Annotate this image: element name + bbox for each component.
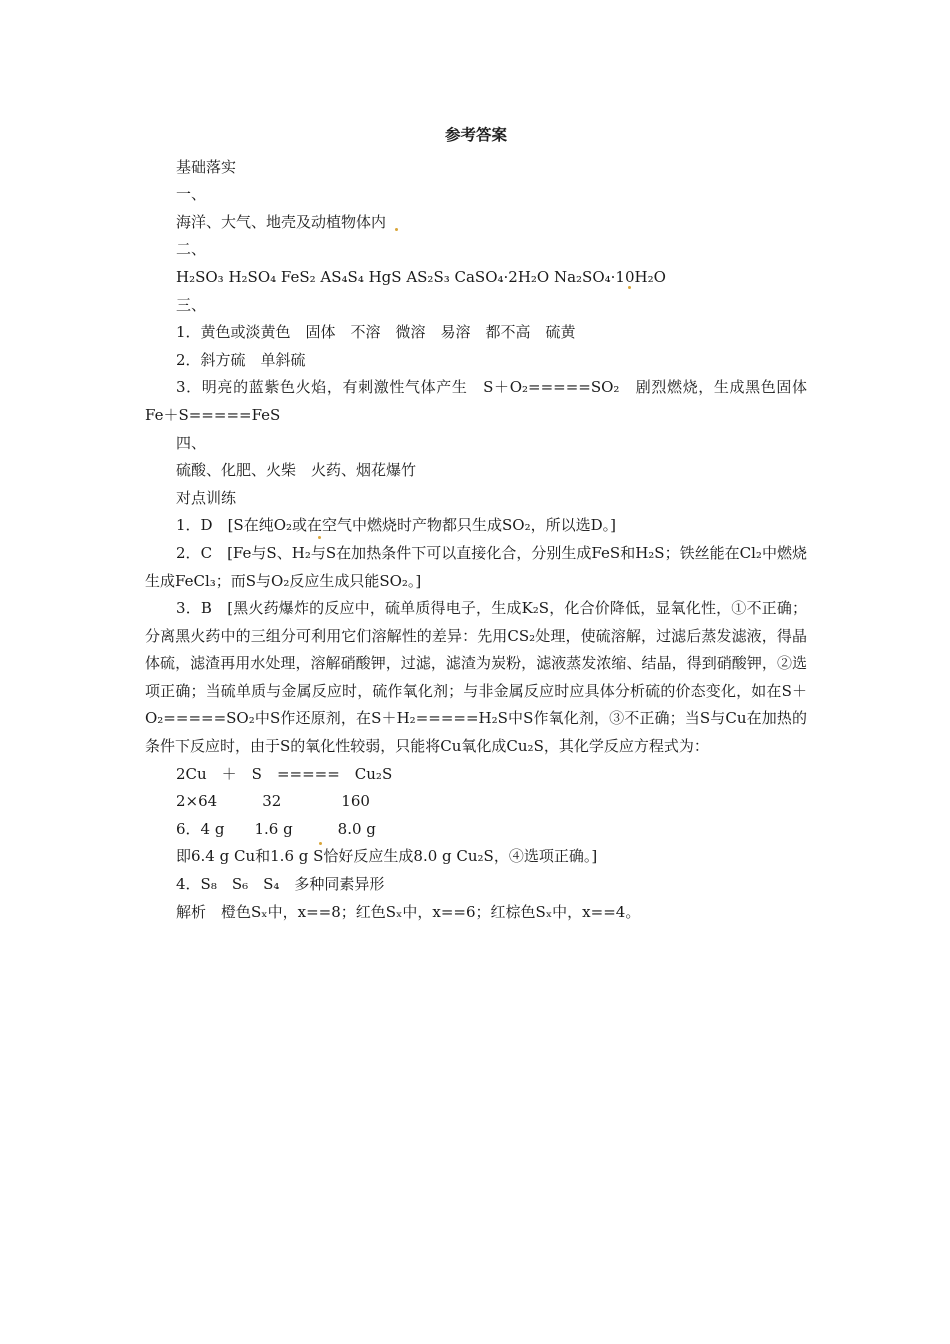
- list-item: 海洋、大气、地壳及动植物体内: [176, 212, 387, 231]
- list-item: 四、: [176, 433, 207, 452]
- list-item: 一、: [176, 185, 207, 204]
- list-item: 1．黄色或淡黄色 固体 不溶 微溶 易溶 都不高 硫黄: [176, 323, 576, 342]
- speck-mark: [318, 536, 321, 539]
- speck-mark: [319, 842, 322, 845]
- paragraph: 2．C [Fe与S、H₂与S在加热条件下可以直接化合，分别生成FeS和H₂S；铁丝能在Cl₂中燃烧生成FeCl₃；而S与O₂反应生成只能SO₂。]: [145, 543, 807, 590]
- paragraph: 3．B [黑火药爆炸的反应中，硫单质得电子，生成K₂S，化合价降低，显氧化性，①不正确；分离黑火药中的三组分可利用它们溶解性的差异：先用CS₂处理，使硫溶解，过滤后蒸发滤液，得晶体硫，滤渣再用水处理，溶解硝酸钾，过滤，滤渣为炭粉，滤液蒸发浓缩、结晶，得到硝酸钾，②选项正确；当硫单质与金属反应时，硫作氧化剂；与非金属反应时应具体分析硫的价态变化，如在S＋O₂=====SO₂中S作还原剂，在S＋H₂=====H₂S中S作氧化剂，③不正确；当S与Cu在加热的条件下反应时，由于S的氧化性较弱，只能将Cu氧化成Cu₂S，其化学反应方程式为：: [145, 599, 807, 756]
- list-item: 即6.4 g Cu和1.6 g S恰好反应生成8.0 g Cu₂S，④选项正确。]: [176, 847, 598, 866]
- list-item: 2．斜方硫 单斜硫: [176, 350, 306, 369]
- equation-line: 6．4 g 1.6 g 8.0 g: [176, 819, 376, 838]
- page-title: 参考答案: [444, 126, 507, 144]
- section-heading: 对点训练: [176, 488, 237, 507]
- section-heading: 基础落实: [176, 157, 237, 176]
- list-item: 二、: [176, 240, 207, 259]
- equation-line: 2×64 32 160: [176, 792, 370, 811]
- list-item: 解析 橙色Sₓ中，x==8；红色Sₓ中，x==6；红棕色Sₓ中，x==4。: [176, 902, 641, 921]
- list-item: 1．D [S在纯O₂或在空气中燃烧时产物都只生成SO₂，所以选D。]: [176, 516, 616, 535]
- list-item: 硫酸、化肥、火柴 火药、烟花爆竹: [176, 461, 417, 480]
- list-item: 4．S₈ S₆ S₄ 多种同素异形: [176, 875, 385, 894]
- answer-key: [145, 122, 823, 926]
- speck-mark: [628, 286, 631, 289]
- speck-mark: [395, 228, 398, 231]
- equation-line: 2Cu ＋ S ===== Cu₂S: [176, 764, 393, 783]
- list-item: 三、: [176, 295, 207, 314]
- paragraph: 3．明亮的蓝紫色火焰，有刺激性气体产生 S＋O₂=====SO₂ 剧烈燃烧，生成黑色固体 Fe＋S=====FeS: [145, 378, 823, 424]
- formula-line: H₂SO₃ H₂SO₄ FeS₂ AS₄S₄ HgS AS₂S₃ CaSO₄·2H₂O Na₂SO₄·10H₂O: [176, 267, 666, 286]
